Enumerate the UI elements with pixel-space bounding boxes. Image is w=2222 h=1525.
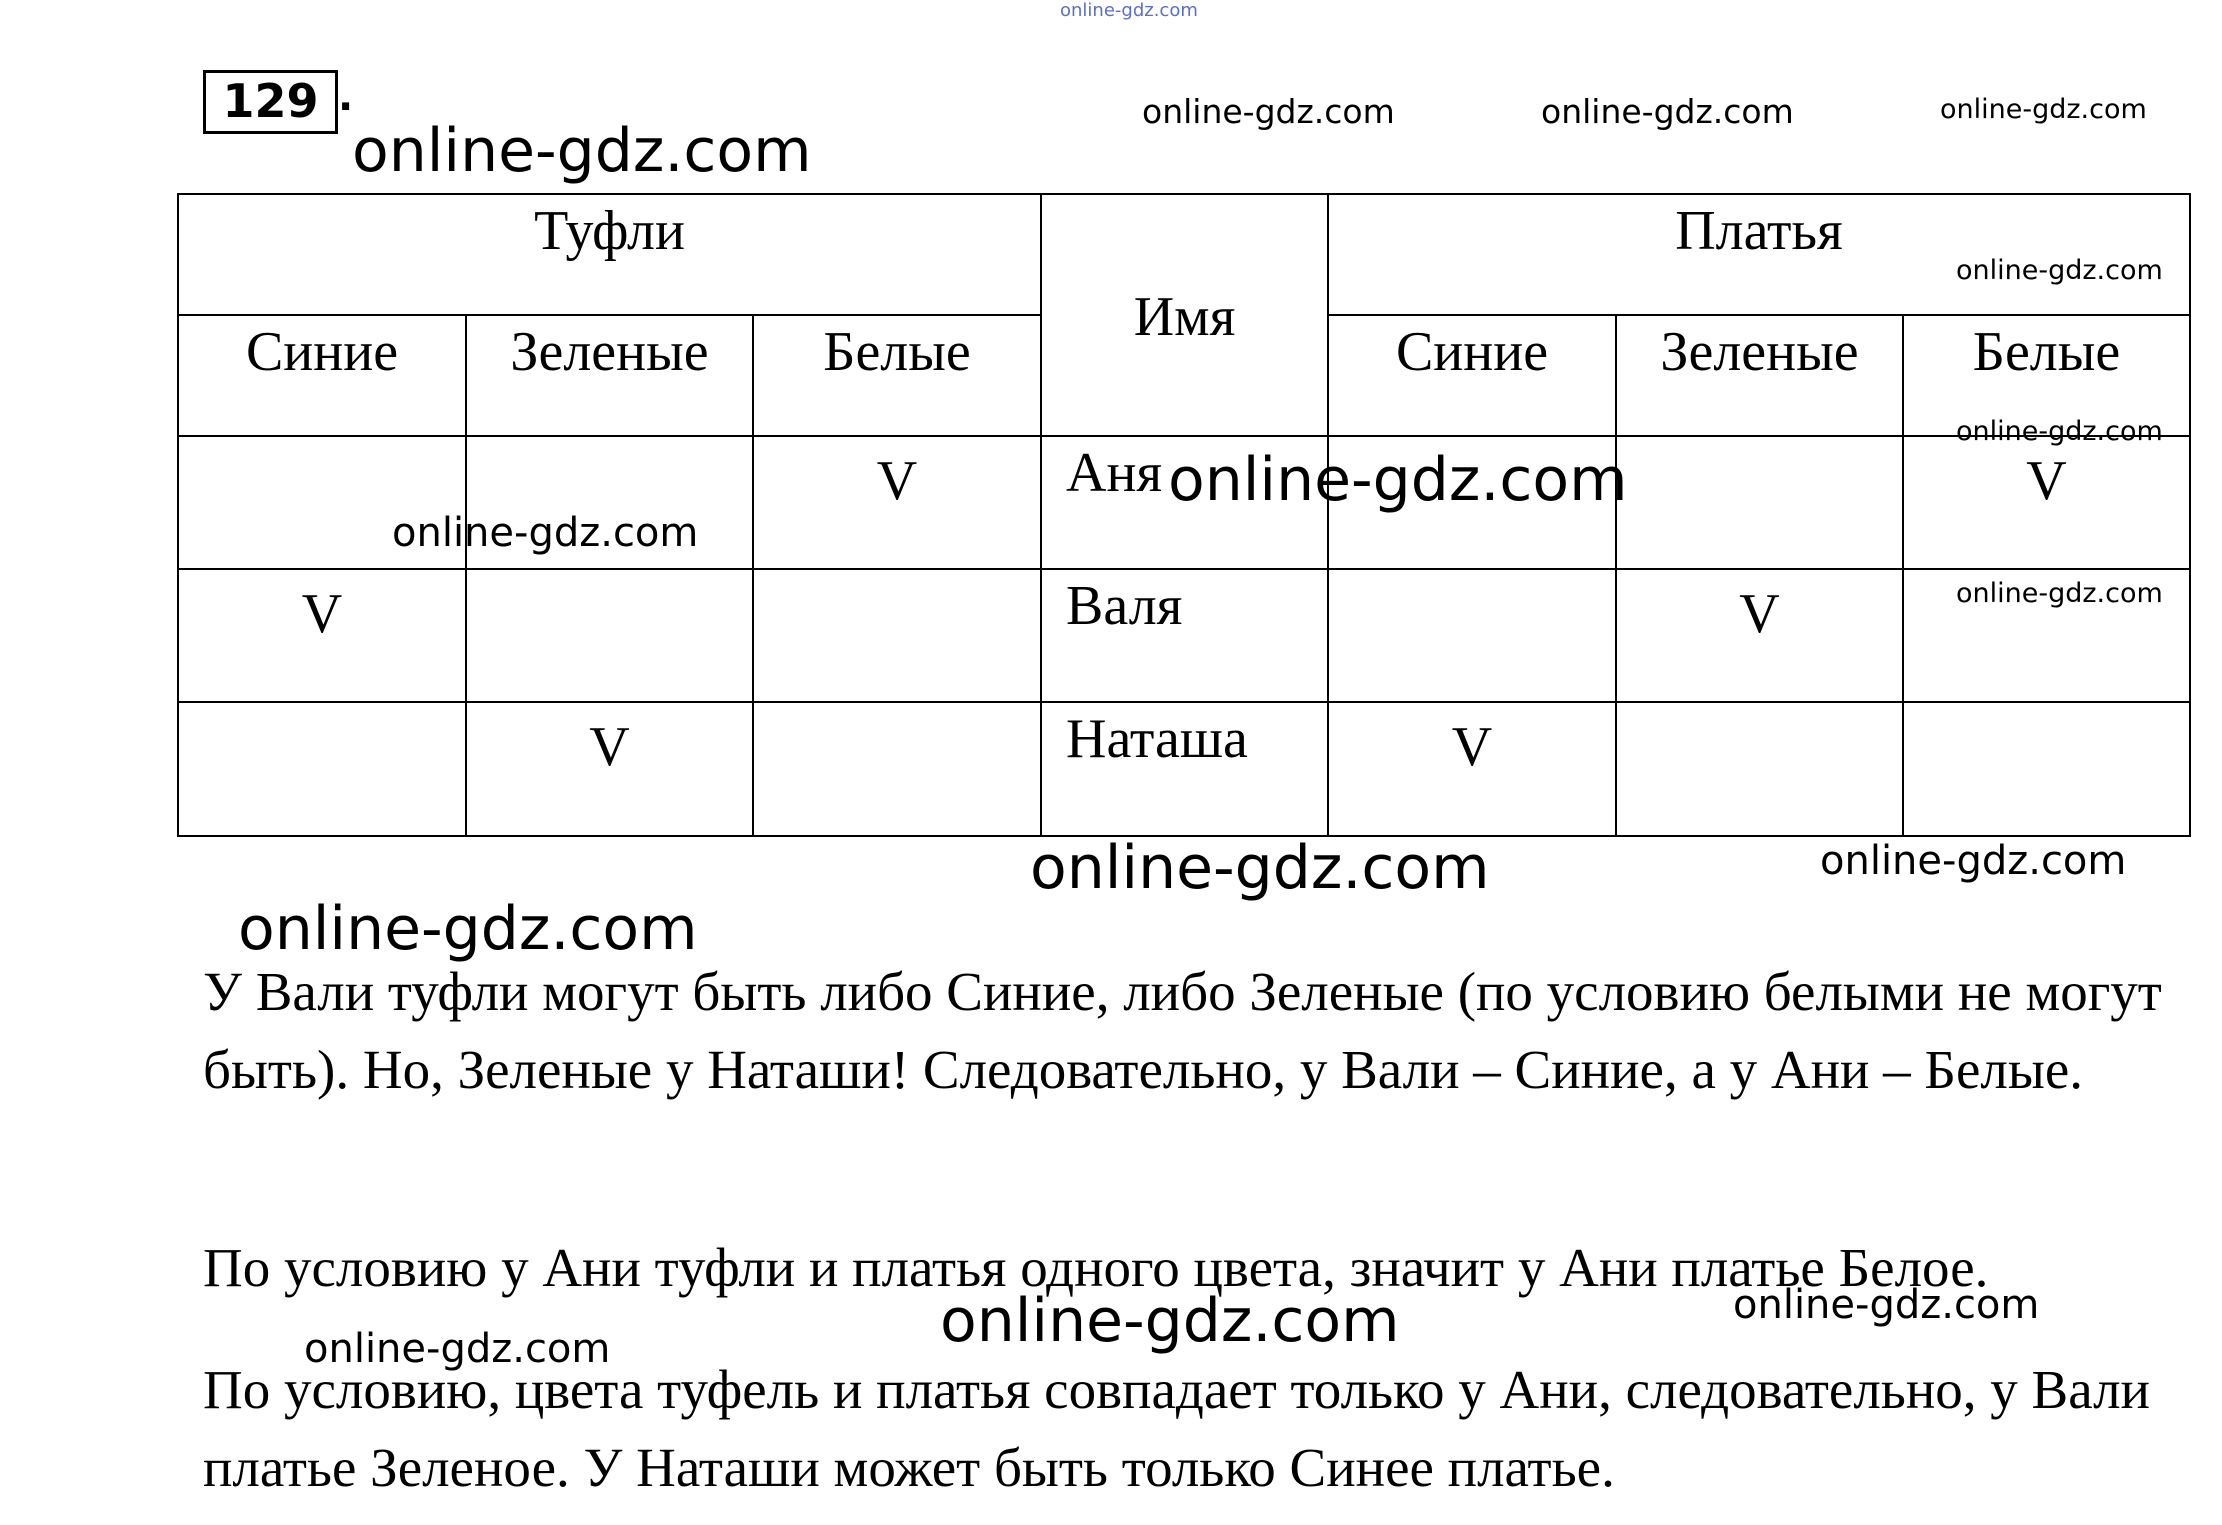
problem-number: 129	[203, 70, 338, 134]
watermark: online-gdz.com	[392, 510, 699, 556]
check-mark: V	[466, 702, 753, 836]
watermark: online-gdz.com	[1956, 416, 2163, 447]
dresses-header: Платья	[1328, 194, 2190, 315]
check-mark	[1903, 702, 2190, 836]
check-mark: V	[1616, 569, 1903, 702]
watermark: online-gdz.com	[238, 894, 698, 964]
explanation-paragraph-2: По условию у Ани туфли и платья одного цвета, значит у Ани платье Белое.	[203, 1237, 1989, 1298]
watermark: online-gdz.com	[1820, 838, 2127, 884]
explanation-paragraph-3: По условию, цвета туфель и платья совпадает только у Ани, следовательно, у Вали платье Зеленое. У Наташи может быть только Синее платье.	[203, 1359, 2150, 1498]
dresses-color-blue: Синие	[1328, 315, 1616, 436]
watermark: online-gdz.com	[304, 1326, 611, 1372]
dresses-color-green: Зеленые	[1616, 315, 1903, 436]
check-mark	[178, 702, 466, 836]
watermark: online-gdz.com	[1541, 92, 1794, 131]
explanation-paragraph-1: У Вали туфли могут быть либо Синие, либо Зеленые (по условию белыми не могут быть). Но, Зеленые у Наташи! Следовательно, у Вали – Синие, а у Ани – Белые.	[203, 961, 2162, 1100]
problem-number-dot: .	[338, 74, 354, 120]
shoes-color-white: Белые	[753, 315, 1041, 436]
check-mark	[1616, 702, 1903, 836]
check-mark	[466, 569, 753, 702]
name-header: Имя	[1041, 194, 1328, 436]
shoes-color-blue: Синие	[178, 315, 466, 436]
watermark: online-gdz.com	[1733, 1282, 2040, 1328]
check-mark: V	[1328, 702, 1616, 836]
check-mark	[753, 569, 1041, 702]
check-mark	[753, 702, 1041, 836]
check-mark: V	[753, 436, 1041, 569]
check-mark	[1328, 569, 1616, 702]
check-mark	[1616, 436, 1903, 569]
dresses-color-white: Белые	[1903, 315, 2190, 436]
table-row	[178, 702, 2190, 836]
check-mark: V	[178, 569, 466, 702]
watermark: online-gdz.com	[1168, 445, 1628, 515]
watermark: online-gdz.com	[1142, 92, 1395, 131]
shoes-color-green: Зеленые	[466, 315, 753, 436]
watermark: online-gdz.com	[352, 116, 812, 186]
check-mark: V	[1903, 436, 2190, 569]
row-name: Валя	[1041, 569, 1328, 702]
table-row	[178, 569, 2190, 702]
watermark: online-gdz.com	[1956, 578, 2163, 609]
row-name: Наташа	[1041, 702, 1328, 836]
watermark: online-gdz.com	[1030, 833, 1490, 903]
row-name: Аня	[1041, 436, 1328, 569]
watermark: online-gdz.com	[1956, 255, 2163, 286]
watermark: online-gdz.com	[940, 1286, 1400, 1356]
watermark-top: online-gdz.com	[1060, 0, 1198, 21]
shoes-header: Туфли	[178, 194, 1041, 315]
watermark: online-gdz.com	[1940, 94, 2147, 125]
